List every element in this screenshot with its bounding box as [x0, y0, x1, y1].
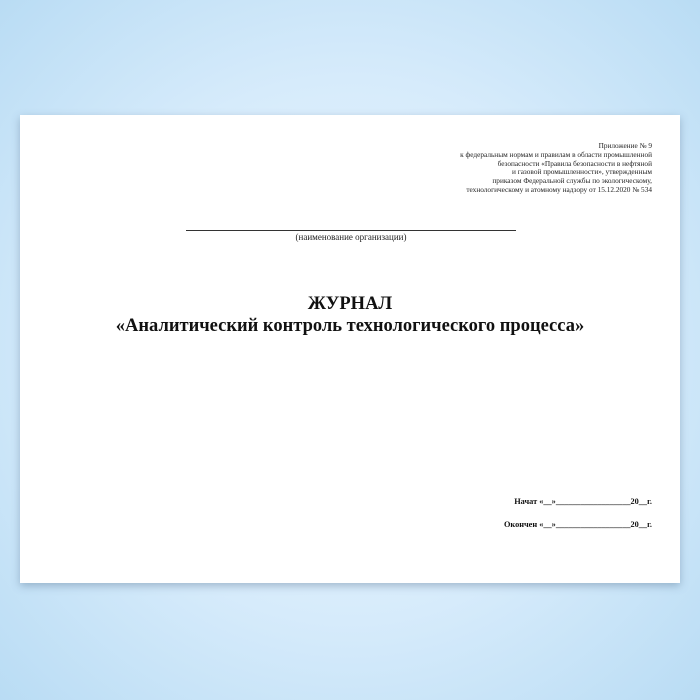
appendix-line: технологическому и атомному надзору от 15.12.2020 № 534 — [466, 184, 652, 194]
organization-name-line — [186, 230, 516, 231]
appendix-line: к федеральным нормам и правилам в области промышленной — [460, 149, 652, 159]
title-line-1: ЖУРНАЛ — [307, 294, 393, 314]
appendix-line: и газовой промышленности», утвержденным — [511, 167, 652, 177]
document-page — [20, 115, 680, 583]
appendix-reference — [382, 142, 652, 195]
appendix-line: безопасности «Правила безопасности в нефтяной — [497, 158, 652, 168]
appendix-line: Приложение № 9 — [598, 141, 652, 150]
journal-title — [20, 293, 680, 337]
appendix-line: приказом Федеральной службы по экологическому, — [492, 176, 652, 186]
end-date-field: Окончен «__»__________________20__г. — [503, 520, 652, 529]
organization-caption: (наименование организации) — [295, 232, 407, 242]
title-line-2: «Аналитический контроль технологического процесса» — [115, 316, 585, 336]
start-date-field: Начат «__»__________________20__г. — [514, 497, 652, 506]
